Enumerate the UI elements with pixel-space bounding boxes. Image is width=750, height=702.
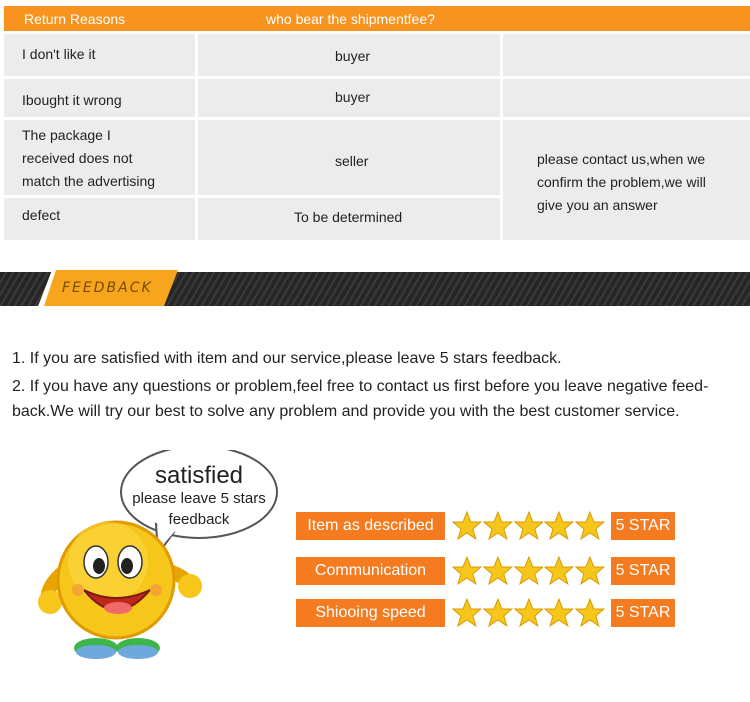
star-icon (483, 511, 513, 541)
header-shipment-fee: who bear the shipmentfee? (266, 11, 435, 27)
bubble-line-2: feedback (168, 511, 230, 528)
table-row-1-bearer: buyer (198, 34, 500, 76)
rating-badge-2: 5 STAR (611, 557, 675, 585)
table-row-4-bearer: To be determined (198, 198, 500, 240)
rating-stars-2 (452, 556, 606, 586)
star-icon (575, 556, 605, 586)
star-icon (575, 511, 605, 541)
feedback-paragraph-2: 2. If you have any questions or problem,feel free to contact us first before you leave negative feed- (12, 378, 709, 395)
table-note-cell: please contact us,when we confirm the problem,we will give you an answer (503, 120, 750, 240)
star-icon (514, 598, 544, 628)
table-row-3-bearer: seller (198, 120, 500, 195)
star-icon (575, 598, 605, 628)
rating-stars-1 (452, 511, 606, 541)
rating-badge-3: 5 STAR (611, 599, 675, 627)
header-return-reasons: Return Reasons (24, 11, 126, 27)
bubble-title: satisfied (154, 462, 244, 489)
rating-label-2: Communication (296, 557, 445, 585)
star-icon (452, 556, 482, 586)
bubble-line-1: please leave 5 stars (132, 490, 266, 507)
star-icon (514, 556, 544, 586)
feedback-paragraph-3: back.We will try our best to solve any problem and provide you with the best customer service. (12, 403, 680, 420)
table-row-3-reason: The package I received does not match the advertising (4, 120, 195, 195)
rating-label-3: Shiooing speed (296, 599, 445, 627)
table-row-2-reason: Ibought it wrong (4, 79, 195, 117)
star-icon (452, 511, 482, 541)
rating-badge-1: 5 STAR (611, 512, 675, 540)
star-icon (452, 598, 482, 628)
return-table-header (4, 6, 750, 31)
rating-stars-3 (452, 598, 606, 628)
feedback-paragraph-1: 1. If you are satisfied with item and our service,please leave 5 stars feedback. (12, 350, 562, 367)
star-icon (514, 511, 544, 541)
star-icon (483, 556, 513, 586)
table-row-2-bearer: buyer (198, 79, 500, 117)
table-row-2-empty (503, 79, 750, 117)
table-row-1-reason: I don't like it (4, 34, 195, 76)
star-icon (483, 598, 513, 628)
star-icon (544, 556, 574, 586)
table-row-1-empty (503, 34, 750, 76)
feedback-title: FEEDBACK (62, 280, 153, 296)
star-icon (544, 511, 574, 541)
star-icon (544, 598, 574, 628)
rating-label-1: Item as described (296, 512, 445, 540)
table-row-4-reason: defect (4, 198, 195, 240)
